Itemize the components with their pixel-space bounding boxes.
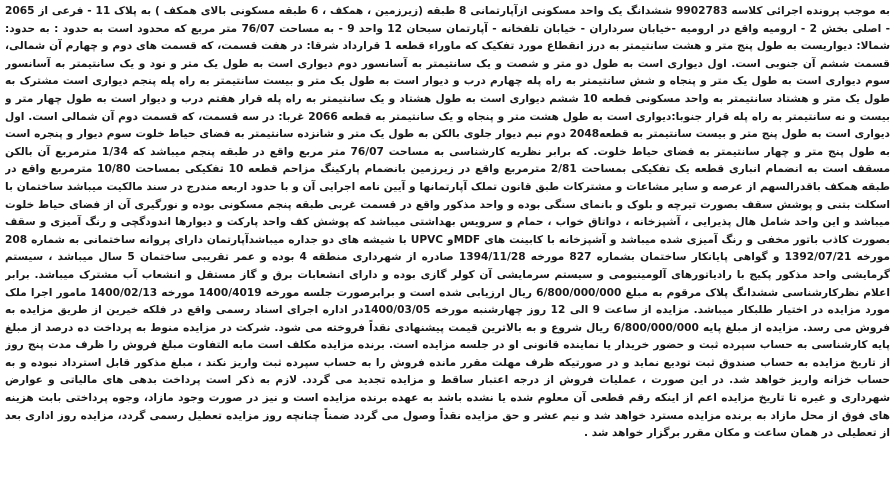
auction-notice: [5, 3, 890, 489]
notice-body: به موجب پرونده اجرائی کلاسه 9902783 ششدانگ یک واحد مسکونی ازآپارتمانی 8 طبقه (زیرزمین ، همکف ، 6 طبقه مسکونی بالای همکف ) به پلاک 11 - فرعی از 2065 - اصلی بخش 2 - ارومیه واقع در ارومیه -خیابان سرداران - خیابان تلفخانه - آپارتمان سبحان 12 واحد 9 - به مساحت 76/07 متر مربع که محدود است به حدود : به حدود: شمالا: دیواریست به طول پنج متر و هشت سانتیمتر به درز انقطاع مورد تفکیک که ماوراء قطعه 1 قرارداد شرقا: در هفت قسمت، که قسمت های دوم و چهارم آن شمالی، قسمت ششم آن جنوبی است. اول دیواری است به طول دو متر و شصت و یک سانتیمتر به آسانسور دوم دیواری است به طول یک متر و نود و یک سانتیمتر به آسانسور سوم دیواری است به طول یک متر و پنجاه و شش سانتیمتر به راه پله چهارم درب و دیوار است به طول یک متر و بیست سانتیمتر به راه پله پنجم دیواری است مشترک به طول یک متر و هشتاد سانتیمتر به واحد مسکونی قطعه 10 ششم دیواری است به طول هشتاد و یک سانتیمتر به راه پله قرار هفتم درب و دیوار است به طول چهار متر و بیست و نه سانتیمتر به راه پله قرار جنوبا:دیواری است به طول هشت متر و پنجاه و یک سانتیمتر به قطعه 2066 غربا: در سه قسمت، که قسمت دوم آن شمالی است. اول دیواری است به طول پنج متر و بیست سانتیمتر به قطعه2048 دوم نیم دیوار جلوی بالکن به طول یک متر و شانزده سانتیمتر به فضای حیاط خلوت سوم دیوار و پنجره است به طول پنج متر و چهار سانتیمتر به فضای حیاط خلوت. که برابر نظریه کارشناسی به مساحت 76/07 متر مربع واقع در طبقه پنجم میباشد که 1/34 مترمربع آن بالکن مسقف است به انضمام انباری قطعه یک تفکیکی بمساحت 2/81 مترمربع واقع در زیرزمین بانضمام پارکینگ مزاحم قطعه 10 تفکیکی بمساحت 10/80 مترمربع واقع در طبقه همکف باقدرالسهم از عرصه و سایر مشاعات و مشترکات طبق قانون تملک آپارتمانها و آیین نامه اجرایی آن و با حدود اربعه مندرج در سند مالکیت میباشد ساختمان با اسکلت بتنی و پوشش سقف بصورت تیرچه و بلوک و بانمای سنگی بوده و واحد مذکور واقع در قسمت غربی طبقه پنجم مسکونی بوده و نورگیری آن از فضای حیاط خلوت میباشد و این واحد شامل هال پذیرایی ، آشپزخانه ، دواتاق خواب ، حمام و سرویس بهداشتی میباشد که پوشش کف واحد پارکت و دیوارها اندودگچی و رنگ آمیزی و سقف بصورت کاذب باتور مخفی و رنگ آمیزی شده میباشد و آشپزخانه با کابینت های MDFو UPVC با شیشه های دو جداره میباشد‌آپارتمان دارای پروانه ساختمانی به شماره 208 مورخه 1392/07/21 و گواهی پایانکار ساختمان بشماره 827 مورخه 1394/11/28 صادره از شهرداری منطقه 4 بوده و عمر تقریبی ساختمان 5 سال میباشد ، سیستم گرمایشی واحد مذکور پکیج با رادیاتورهای آلومینیومی و سیستم سرمایشی آن کولر گازی بوده و دارای انشعابات برق و گاز مستقل و انشعاب آب مشترک میباشد. برابر اعلام نظرکارشناسی ششدانگ پلاک مرقوم به مبلغ 6/800/000/000 ریال ارزیابی شده است و برابرصورت جلسه مورخه 1400/4019 مورخه 1400/02/13 مامور اجرا ملک مورد مزایده در اختیار طلبکار میباشد. مزایده از ساعت 9 الی 12 روز چهارشنبه مورخه 1400/03/05در اداره اجرای اسناد رسمی واقع در فلکه خیرین از طریق مزایده به فروش می رسد. مزایده از مبلغ پایه 6/800/000/000 ریال شروع و به بالاترین قیمت پیشنهادی نقداً فروخته می شود. شرکت در مزایده منوط به پرداخت ده درصد از مبلغ پایه کارشناسی به حساب سپرده ثبت و حضور خریدار یا نماینده قانونی او در جلسه مزایده است. برنده مزایده مکلف است مابه التفاوت مبلغ فروش را ظرف مدت پنج روز از تاریخ مزایده به حساب صندوق ثبت تودیع نماید و در صورتیکه ظرف مهلت مقرر مانده فروش را به حساب سپرده ثبت واریز نکند ، مبلغ مذکور قابل استرداد نبوده و به حساب خزانه واریز خواهد شد. در این صورت ، عملیات فروش از درجه اعتبار ساقط و مزایده تجدید می گردد. لازم به ذکر است پرداخت بدهی های مالیاتی و عوارض شهرداری و غیره تا تاریخ مزایده اعم از اینکه رقم قطعی آن معلوم شده یا نشده باشد به عهده برنده مزایده است و نیز در صورت وجود مازاد، وجوه پرداختی بابت هزینه های فوق از محل مازاد به برنده مزایده مسترد خواهد شد و نیم عشر و حق مزایده نقداً وصول می گردد ضمناً چنانچه روز مزایده تعطیل رسمی گردد، مزایده روز اداری بعد از تعطیلی در همان ساعت و مکان مقرر برگزار خواهد شد .: [5, 5, 890, 440]
